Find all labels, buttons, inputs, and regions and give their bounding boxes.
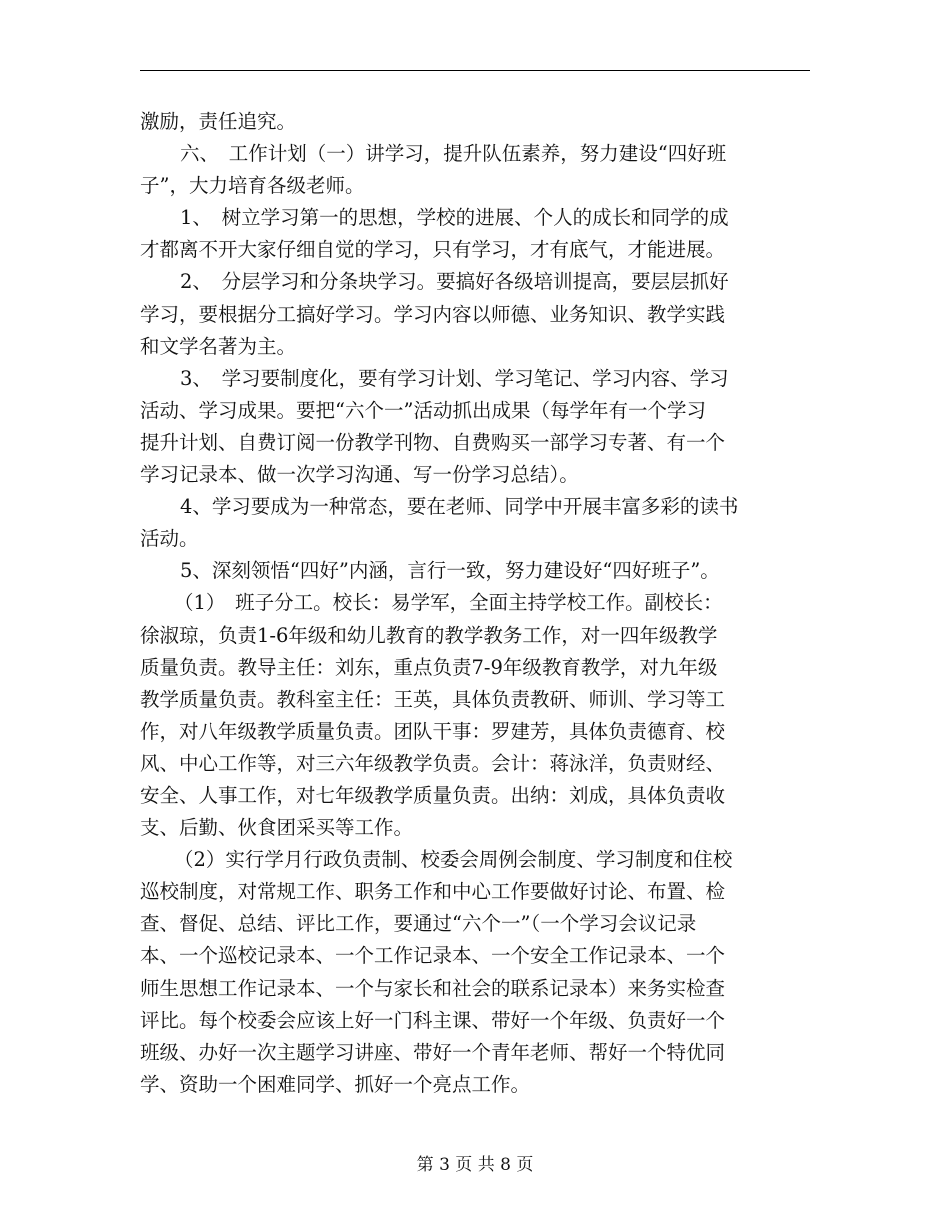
text-line: 安全、人事工作，对七年级教学质量负责。出纳：刘成，具体负责收 xyxy=(140,783,726,807)
text-line: 活动、学习成果。要把“六个一”活动抓出成果（每学年有一个学习 xyxy=(140,398,706,422)
text-line: 本、一个巡校记录本、一个工作记录本、一个安全工作记录本、一个 xyxy=(140,944,726,968)
text-line: 作，对八年级教学质量负责。团队干事：罗建芳，具体负责德育、校 xyxy=(140,719,726,743)
text-line: 教学质量负责。教科室主任：王英，具体负责教研、师训、学习等工 xyxy=(140,687,726,711)
page-footer: 第 3 页 共 8 页 xyxy=(416,1155,534,1175)
text-line: 2、 分层学习和分条块学习。要搞好各级培训提高，要层层抓好 xyxy=(180,270,729,294)
text-line: 支、后勤、伙食团采买等工作。 xyxy=(140,816,414,840)
text-line: 查、督促、总结、评比工作，要通过“六个一”（一个学习会议记录 xyxy=(140,912,697,936)
text-line: 4、学习要成为一种常态，要在老师、同学中开展丰富多彩的读书 xyxy=(180,495,739,519)
text-line: 才都离不开大家仔细自觉的学习，只有学习，才有底气，才能进展。 xyxy=(140,238,726,262)
text-line: 师生思想工作记录本、一个与家长和社会的联系记录本）来务实检查 xyxy=(140,976,726,1000)
text-line: 3、 学习要制度化，要有学习计划、学习笔记、学习内容、学习 xyxy=(180,366,729,390)
header-rule xyxy=(140,70,810,71)
text-line: 学习，要根据分工搞好学习。学习内容以师德、业务知识、教学实践 xyxy=(140,302,726,326)
text-line: 1、 树立学习第一的思想，学校的进展、个人的成长和同学的成 xyxy=(180,206,729,230)
text-line: 质量负责。教导主任：刘东，重点负责7-9年级教育教学，对九年级 xyxy=(140,655,718,679)
text-line: （2）实行学月行政负责制、校委会周例会制度、学习制度和住校 xyxy=(174,848,733,872)
text-line: 活动。 xyxy=(140,527,199,551)
text-line: 5、深刻领悟“四好”内涵，言行一致，努力建设好“四好班子”。 xyxy=(180,559,720,583)
text-line: 激励，责任追究。 xyxy=(140,110,297,133)
text-line: 学习记录本、做一次学习沟通、写一份学习总结）。 xyxy=(140,463,579,487)
text-line: 风、中心工作等，对三六年级教学负责。会计：蒋泳洋，负责财经、 xyxy=(140,751,726,775)
text-line: 子”，大力培育各级老师。 xyxy=(140,174,365,198)
text-line: 巡校制度，对常规工作、职务工作和中心工作要做好讨论、布置、检 xyxy=(140,880,726,904)
text-line: 提升计划、自费订阅一份教学刊物、自费购买一部学习专著、有一个 xyxy=(140,430,726,454)
body-text xyxy=(140,106,820,1101)
text-line: （1） 班子分工。校长：易学军，全面主持学校工作。副校长： xyxy=(174,591,723,615)
text-line: 和文学名著为主。 xyxy=(140,334,297,358)
text-line: 六、 工作计划（一）讲学习，提升队伍素养，努力建设“四好班 xyxy=(180,142,727,166)
text-line: 徐淑琼，负责1-6年级和幼儿教育的教学教务工作，对一四年级教学 xyxy=(140,623,718,647)
text-line: 班级、办好一次主题学习讲座、带好一个青年老师、帮好一个特优同 xyxy=(140,1040,726,1064)
text-line: 评比。每个校委会应该上好一门科主课、带好一个年级、负责好一个 xyxy=(140,1008,726,1032)
text-line: 学、资助一个困难同学、抓好一个亮点工作。 xyxy=(140,1072,531,1096)
